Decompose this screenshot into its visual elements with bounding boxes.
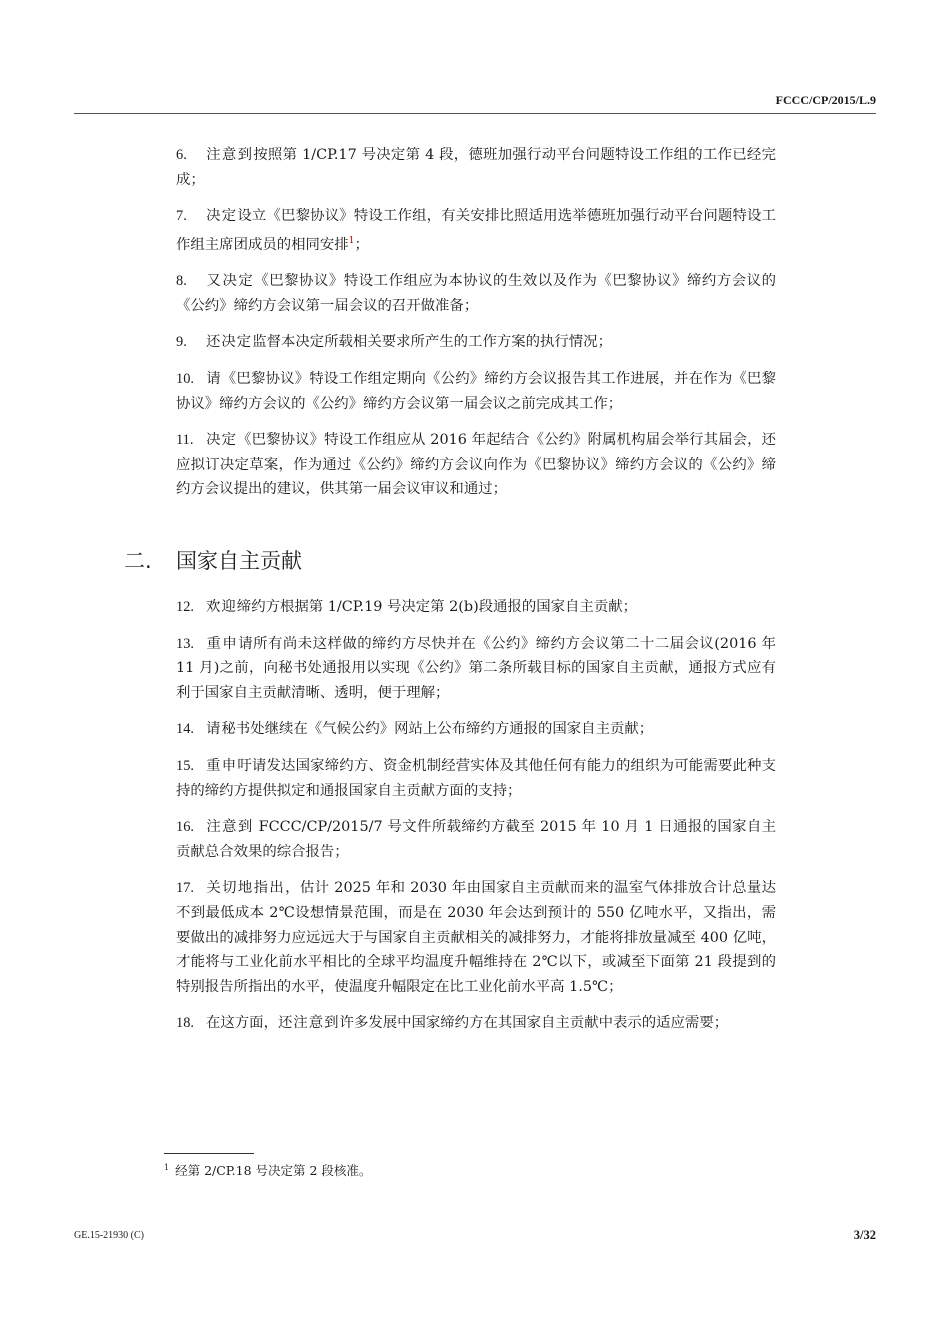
paragraph-17: 17. 关切地指出，估计 2025 年和 2030 年由国家自主贡献而来的温室气体排放合计总量达不到最低成本 2℃设想情景范围，而是在 2030 年会达到预计的 550 亿吨水平，又指出，需要做出的减排努力应远远大于与国家自主贡献相关的减排努力，才能将排放量减至 400 亿吨，才能将与工业化前水平相比的全球平均温度升幅维持在 2℃以下，或减至下面第 21 段提到的特别报告所指出的水平，使温度升幅限定在比工业化前水平高 1.5℃； (176, 880, 776, 995)
footnote-divider (164, 1153, 254, 1154)
paragraph-8: 8. 又决定《巴黎协议》特设工作组应为本协议的生效以及作为《巴黎协议》缔约方会议的《公约》缔约方会议第一届会议的召开做准备； (176, 273, 776, 314)
section-number: 二. (124, 549, 152, 573)
footnote-number: 1 (164, 1162, 170, 1172)
header-divider (74, 113, 876, 114)
footnote-ref[interactable]: 1 (348, 235, 355, 246)
document-symbol: FCCC/CP/2015/L.9 (775, 93, 876, 107)
section-heading (124, 545, 302, 575)
paragraph-12: 12. 欢迎缔约方根据第 1/CP.19 号决定第 2(b)段通报的国家自主贡献； (176, 599, 637, 615)
paragraph-6: 6. 注意到按照第 1/CP.17 号决定第 4 段，德班加强行动平台问题特设工作组的工作已经完成； (176, 147, 776, 188)
job-number: GE.15-21930 (C) (74, 1230, 144, 1241)
paragraph-11: 11. 决定《巴黎协议》特设工作组应从 2016 年起结合《公约》附属机构届会举行其届会，还应拟订决定草案，作为通过《公约》缔约方会议向作为《巴黎协议》缔约方会议的《公约》缔约方会议提出的建议，供其第一届会议审议和通过； (176, 432, 776, 498)
paragraphs-part-b (176, 595, 776, 1048)
paragraph-9: 9. 还决定监督本决定所载相关要求所产生的工作方案的执行情况； (176, 334, 612, 351)
footnote (164, 1161, 371, 1179)
paragraphs-part-a (176, 143, 776, 514)
paragraph-15: 15. 重申吁请发达国家缔约方、资金机制经营实体及其他任何有能力的组织为可能需要此种支持的缔约方提供拟定和通报国家自主贡献方面的支持； (176, 757, 776, 799)
section-title: 国家自主贡献 (176, 549, 302, 573)
page-number: 3/32 (853, 1228, 876, 1242)
paragraph-14: 14. 请秘书处继续在《气候公约》网站上公布缔约方通报的国家自主贡献； (176, 721, 654, 738)
paragraph-7: 7. 决定设立《巴黎协议》特设工作组，有关安排比照适用选举德班加强行动平台问题特设工作组主席团成员的相同安排$^1$； (176, 208, 776, 253)
paragraph-18: 18. 在这方面，还注意到许多发展中国家缔约方在其国家自主贡献中表示的适应需要； (176, 1015, 729, 1032)
paragraph-10: 10. 请《巴黎协议》特设工作组定期向《公约》缔约方会议报告其工作进展，并在作为《巴黎协议》缔约方会议的《公约》缔约方会议第一届会议之前完成其工作； (176, 370, 776, 412)
paragraph-16: 16. 注意到 FCCC/CP/2015/7 号文件所载缔约方截至 2015 年 10 月 1 日通报的国家自主贡献总合效果的综合报告； (176, 819, 776, 860)
paragraph-13: 13. 重申请所有尚未这样做的缔约方尽快并在《公约》缔约方会议第二十二届会议(2016 年 11 月)之前，向秘书处通报用以实现《公约》第二条所载目标的国家自主贡献，通报方式应有利于国家自主贡献清晰、透明，便于理解； (176, 635, 776, 701)
footnote-text: 经第 2/CP.18 号决定第 2 段核准。 (175, 1163, 372, 1178)
